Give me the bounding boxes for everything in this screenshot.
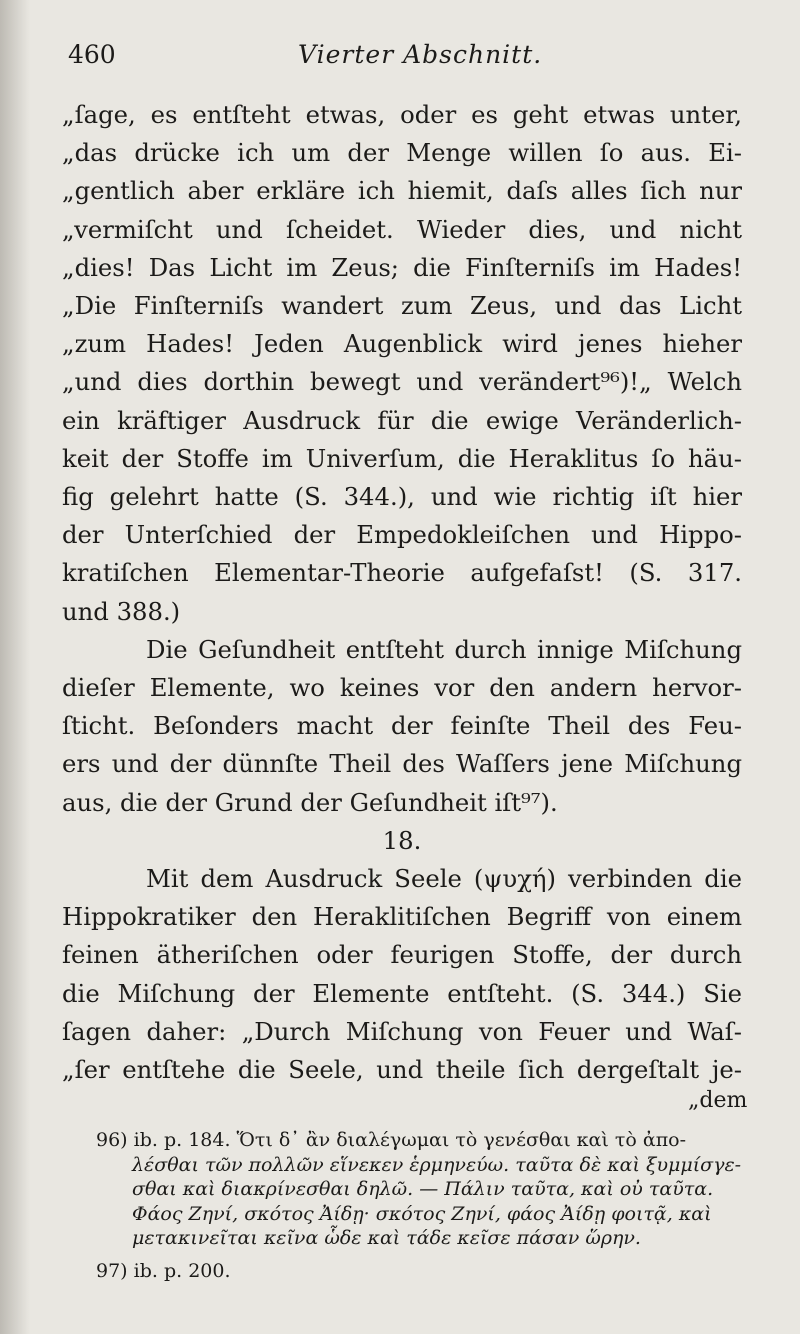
text-line: aus, die der Grund der Geſundheit iſt⁹⁷). xyxy=(62,787,558,817)
text-line: feinen ätheriſchen oder feurigen Stoffe, der durch xyxy=(62,940,742,970)
paragraph-2 xyxy=(62,631,742,822)
section-number: 18. xyxy=(382,825,422,855)
text-line: keit der Stoffe im Univerſum, die Heraklitus ſo häu- xyxy=(62,443,742,473)
footnotes xyxy=(96,1128,756,1283)
text-line: „zum Hades! Jeden Augenblick wird jenes hieher xyxy=(62,329,742,359)
page-header xyxy=(68,40,740,80)
page-number: 460 xyxy=(68,40,116,69)
footnote-96 xyxy=(96,1128,756,1251)
text-line: „ſer entſtehe die Seele, und theile ſich dergeſtalt je- xyxy=(62,1055,742,1085)
footnote-line: 96) ib. p. 184. Ὅτι δ᾽ ἂν διαλέγωμαι τὸ γενέσθαι καὶ τὸ ἀπο- xyxy=(96,1129,687,1151)
paragraph-1 xyxy=(62,96,742,631)
footnote-97: 97) ib. p. 200. xyxy=(96,1259,231,1282)
text-line: „Die Finſterniſs wandert zum Zeus, und das Licht xyxy=(62,291,742,321)
text-line: ſagen daher: „Durch Miſchung von Feuer und Waſ- xyxy=(62,1016,742,1046)
text-line: die Miſchung der Elemente entſteht. (S. 344.) Sie xyxy=(62,978,742,1008)
text-line: fig gelehrt hatte (S. 344.), und wie richtig iſt hier xyxy=(62,482,742,512)
text-line: ſticht. Beſonders macht der feinſte Theil des Feu- xyxy=(62,711,742,741)
text-line: kratiſchen Elementar-Theorie aufgefaſst! (S. 317. xyxy=(62,558,742,588)
text-line: dieſer Elemente, wo keines vor den andern hervor- xyxy=(62,673,742,703)
text-line: „gentlich aber erkläre ich hiemit, daſs alles ſich nur xyxy=(62,176,742,206)
text-line: „das drücke ich um der Menge willen ſo aus. Ei- xyxy=(62,138,742,168)
text-line: der Unterſchied der Empedokleiſchen und Hippo- xyxy=(62,520,742,550)
catchword: „dem xyxy=(688,1088,748,1113)
text-line: ers und der dünnſte Theil des Waſſers jene Miſchung xyxy=(62,749,742,779)
footnote-line: μετακινεῖται κεῖνα ὧδε καὶ τάδε κεῖσε πάσαν ὥρην. xyxy=(132,1227,641,1249)
text-line: „vermiſcht und ſcheidet. Wieder dies, und nicht xyxy=(62,214,742,244)
text-line: Hippokratiker den Heraklitiſchen Begriff von einem xyxy=(62,902,742,932)
text-line: ein kräftiger Ausdruck für die ewige Veränderlich- xyxy=(62,405,742,435)
footnote-line: Φάος Ζηνί, σκότος Ἀίδῃ· σκότος Ζηνί, φάος Ἀίδῃ φοιτᾷ, καὶ xyxy=(132,1202,712,1225)
footnote-line: σθαι καὶ διακρίνεσθαι δηλῶ. — Πάλιν ταῦτα, καὶ οὐ ταῦτα. xyxy=(132,1178,714,1200)
text-line: „und dies dorthin bewegt und verändert⁹⁶)!„ Welch xyxy=(62,367,742,397)
text-line: „dies! Das Licht im Zeus; die Finſterniſs im Hades! xyxy=(62,252,742,282)
text-line: „ſage, es entſteht etwas, oder es geht etwas unter, xyxy=(62,100,742,129)
footnote-line: λέσθαι τῶν πολλῶν εἵνεκεν ἑρμηνεύω. ταῦτα δὲ καὶ ξυμμίσγε- xyxy=(132,1153,742,1176)
running-head: Vierter Abschnitt. xyxy=(298,40,543,69)
body-text xyxy=(62,96,742,1089)
text-line: Die Geſundheit entſteht durch innige Miſchung xyxy=(146,634,742,664)
page-edge-shadow xyxy=(0,0,30,1334)
text-line: Mit dem Ausdruck Seele (ψυχή) verbinden die xyxy=(146,864,742,894)
text-line: und 388.) xyxy=(62,596,181,626)
paragraph-3 xyxy=(62,860,742,1089)
